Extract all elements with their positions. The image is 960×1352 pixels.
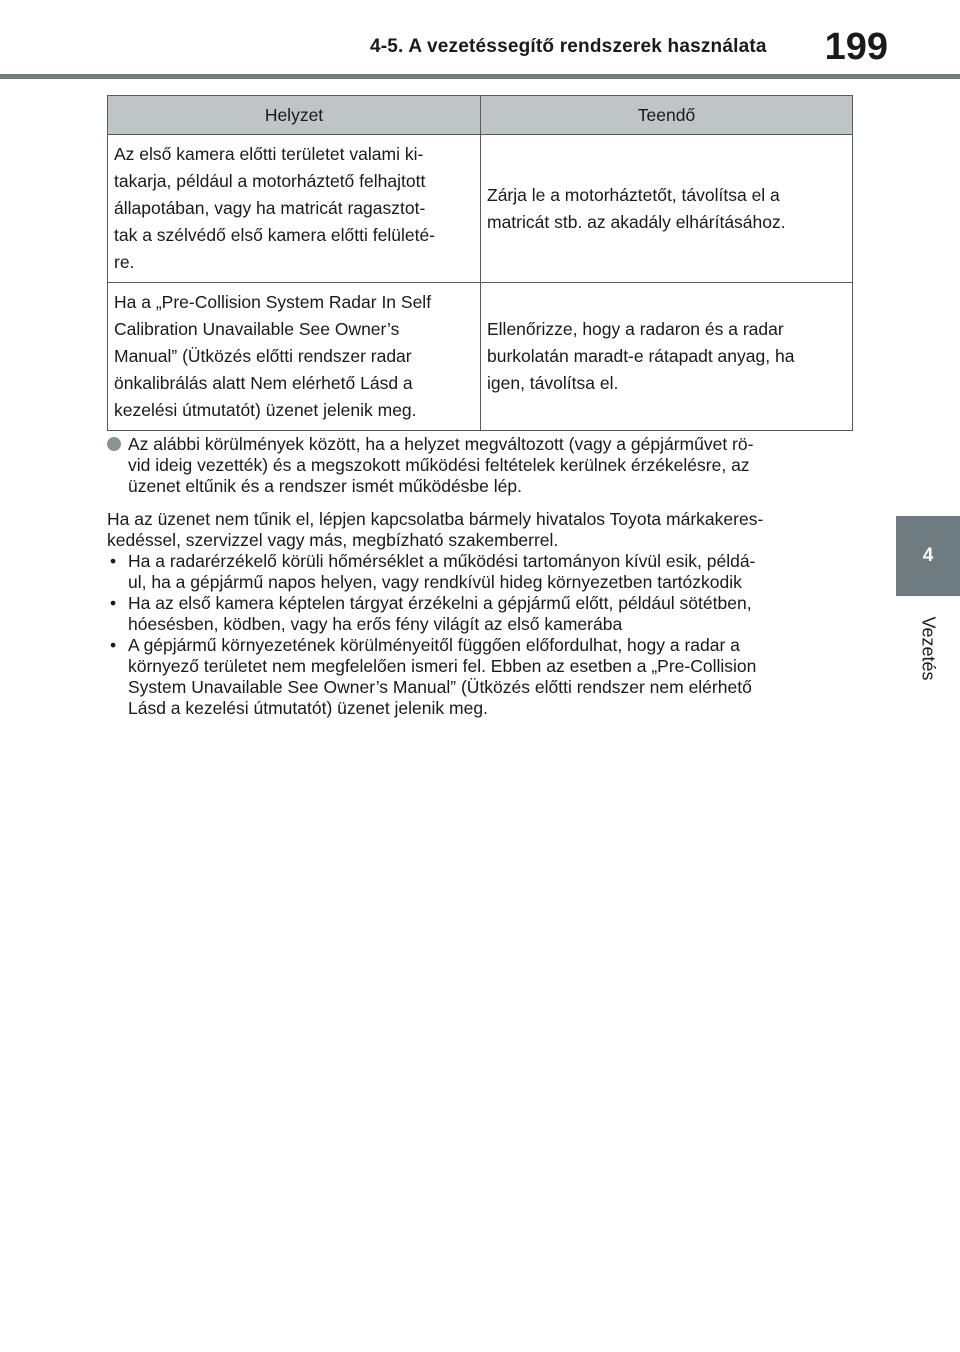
note-bullet xyxy=(107,434,857,497)
cell-line: re. xyxy=(114,252,135,272)
cell-line: Calibration Unavailable See Owner’s xyxy=(114,319,400,339)
table-row xyxy=(108,283,853,431)
cell-line: tak a szélvédő első kamera előtti felületé- xyxy=(114,225,435,245)
chapter-label xyxy=(896,606,960,690)
header-rule xyxy=(0,74,960,79)
list-bullet: • xyxy=(110,593,117,613)
list-item xyxy=(107,551,857,593)
list-item xyxy=(107,593,857,635)
text-line: kedéssel, szervizzel vagy más, megbízható szakemberrel. xyxy=(107,530,559,550)
body-content xyxy=(107,434,857,719)
cell-line: takarja, például a motorháztető felhajtott xyxy=(114,171,426,191)
situation-cell xyxy=(108,283,481,431)
cell-line: Manual” (Ütközés előtti rendszer radar xyxy=(114,346,412,366)
text-line: Ha a radarérzékelő körüli hőmérséklet a működési tartományon kívül esik, példá- xyxy=(128,551,756,571)
table-row xyxy=(108,135,853,283)
cell-line: állapotában, vagy ha matricát ragasztot- xyxy=(114,198,426,218)
situation-cell xyxy=(108,135,481,283)
text-line: System Unavailable See Owner’s Manual” (Ütközés előtti rendszer nem elérhető xyxy=(128,677,752,697)
text-line: üzenet eltűnik és a rendszer ismét működésbe lép. xyxy=(128,476,522,496)
cell-line: önkalibrálás alatt Nem elérhető Lásd a xyxy=(114,373,413,393)
text-line: Lásd a kezelési útmutatót) üzenet jelenik meg. xyxy=(128,698,488,718)
text-line: Ha az üzenet nem tűnik el, lépjen kapcsolatba bármely hivatalos Toyota márkakeres- xyxy=(107,509,764,529)
list-item xyxy=(107,635,857,719)
table-header-row xyxy=(108,96,853,135)
header-action: Teendő xyxy=(481,96,853,135)
chapter-label-text: Vezetés xyxy=(918,615,939,681)
cell-line: Ha a „Pre-Collision System Radar In Self xyxy=(114,292,432,312)
action-cell xyxy=(481,135,853,283)
chapter-number: 4 xyxy=(922,545,934,566)
list-bullet: • xyxy=(110,551,117,571)
cell-line: kezelési útmutatót) üzenet jelenik meg. xyxy=(114,400,417,420)
list-bullet: • xyxy=(110,635,117,655)
text-line: hóesésben, ködben, vagy ha erős fény világít az első kamerába xyxy=(128,614,623,634)
text-line: környező területet nem megfelelően ismeri fel. Ebben az esetben a „Pre-Collision xyxy=(128,656,757,676)
cell-line: burkolatán maradt-e rátapadt anyag, ha xyxy=(487,346,795,366)
action-cell xyxy=(481,283,853,431)
text-line: Ha az első kamera képtelen tárgyat érzékelni a gépjármű előtt, például sötétben, xyxy=(128,593,752,613)
page-number: 199 xyxy=(824,26,888,68)
contact-paragraph xyxy=(107,509,857,551)
text-line: Az alábbi körülmények között, ha a helyzet megváltozott (vagy a gépjárművet rö- xyxy=(128,434,754,454)
bullet-dot-icon xyxy=(107,437,121,451)
chapter-tab[interactable] xyxy=(896,516,960,596)
text-line: A gépjármű környezetének körülményeitől függően előfordulhat, hogy a radar a xyxy=(128,635,740,655)
situation-table xyxy=(107,95,853,431)
cell-line: Ellenőrizze, hogy a radaron és a radar xyxy=(487,319,784,339)
cell-line: matricát stb. az akadály elhárításához. xyxy=(487,211,786,232)
header-situation: Helyzet xyxy=(108,96,481,135)
cell-line: Zárja le a motorháztetőt, távolítsa el a xyxy=(487,184,780,205)
section-title: 4-5. A vezetéssegítő rendszerek használata xyxy=(370,36,767,57)
cell-line: igen, távolítsa el. xyxy=(487,373,619,393)
cell-line: Az első kamera előtti területet valami ki- xyxy=(114,144,424,164)
text-line: vid ideig vezették) és a megszokott működési feltételek kerülnek érzékelésre, az xyxy=(128,455,750,475)
text-line: ul, ha a gépjármű napos helyen, vagy rendkívül hideg környezetben tartózkodik xyxy=(128,572,742,592)
